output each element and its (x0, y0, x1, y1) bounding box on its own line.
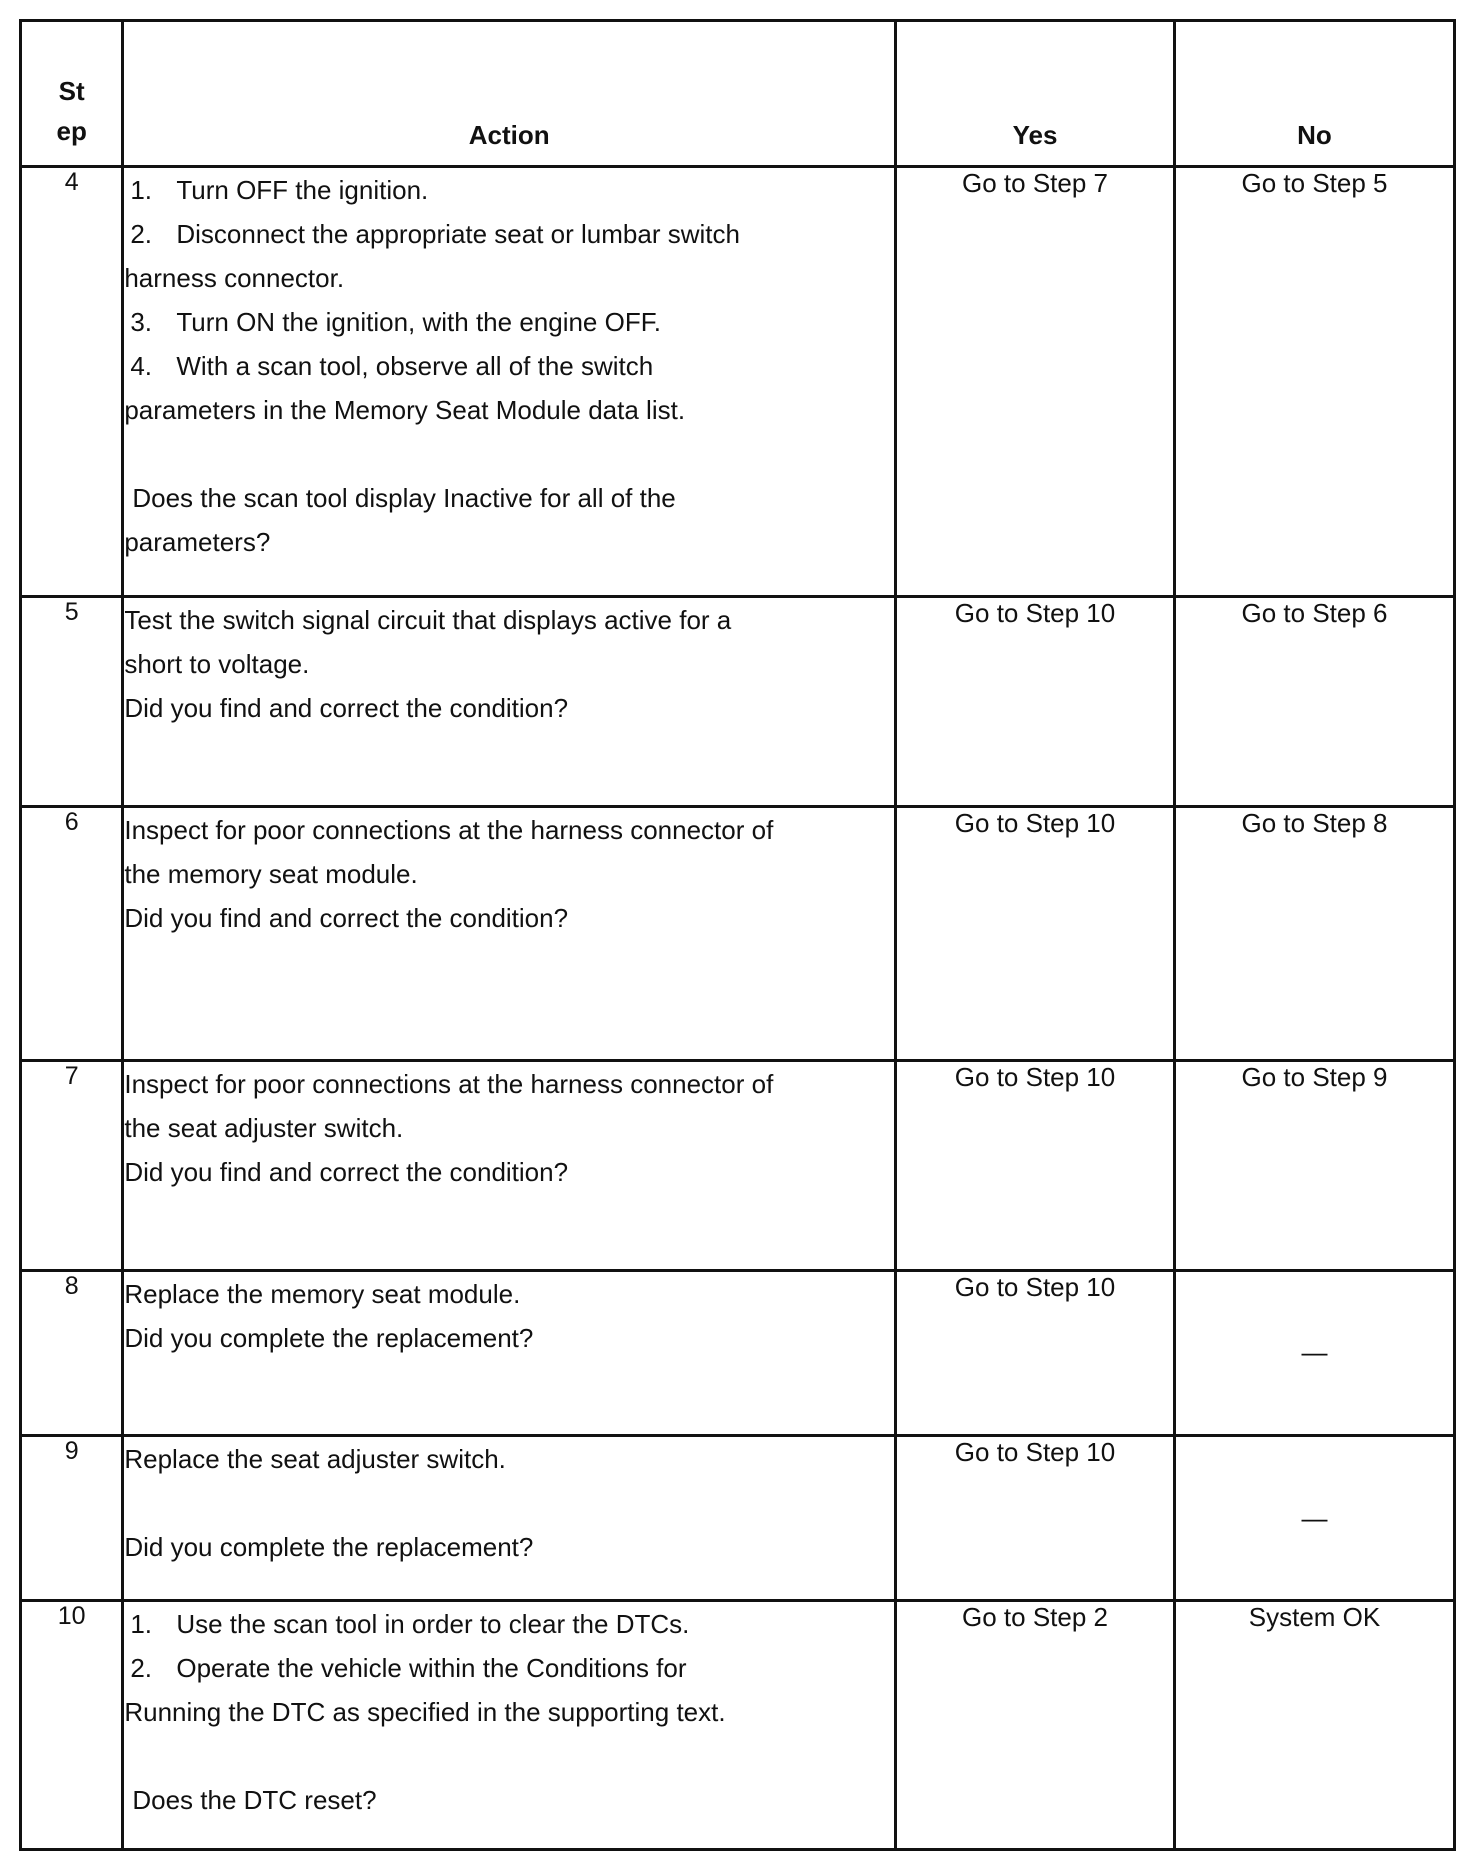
step-number: 10 (21, 1601, 123, 1850)
step-number: 6 (21, 806, 123, 1061)
table-row (21, 1061, 1455, 1270)
action-line: Replace the seat adjuster switch. (124, 1444, 506, 1475)
table-row (21, 1436, 1455, 1601)
header-no: No (1175, 21, 1455, 167)
header-step-line1: St (58, 76, 85, 107)
no-result: System OK (1175, 1601, 1455, 1850)
action-line: Inspect for poor connections at the harness connector of (124, 814, 774, 845)
header-step-line2: ep (56, 116, 87, 147)
table-row (21, 1601, 1455, 1850)
yes-result: Go to Step 2 (896, 1601, 1175, 1850)
yes-result: Go to Step 10 (896, 1061, 1175, 1270)
action-question: Does the scan tool display Inactive for all of the (132, 483, 676, 514)
table-row (21, 167, 1455, 597)
action-line: Replace the memory seat module. (124, 1278, 521, 1309)
action-line: 3. Turn ON the ignition, with the engine OFF. (130, 307, 661, 338)
action-line: Inspect for poor connections at the harness connector of (124, 1069, 774, 1100)
yes-result: Go to Step 10 (896, 597, 1175, 806)
action-cell (123, 1270, 896, 1435)
action-cell (123, 1061, 896, 1270)
yes-result: Go to Step 10 (896, 1270, 1175, 1435)
step-number: 4 (21, 167, 123, 597)
step-number: 5 (21, 597, 123, 806)
action-cell (123, 167, 896, 597)
no-result: — (1175, 1270, 1455, 1435)
action-line: short to voltage. (124, 649, 310, 680)
header-yes: Yes (896, 21, 1175, 167)
action-question: Did you find and correct the condition? (124, 1157, 569, 1188)
action-line: 2. Operate the vehicle within the Conditions for (130, 1653, 687, 1684)
no-result: Go to Step 8 (1175, 806, 1455, 1061)
action-line: Test the switch signal circuit that displays active for a (124, 605, 732, 636)
yes-result: Go to Step 7 (896, 167, 1175, 597)
action-line: parameters in the Memory Seat Module data list. (124, 395, 686, 426)
header-action: Action (123, 21, 896, 167)
action-line: the seat adjuster switch. (124, 1113, 404, 1144)
action-line: harness connector. (124, 263, 345, 294)
action-line: 1. Use the scan tool in order to clear the DTCs. (130, 1609, 690, 1640)
table-row (21, 1270, 1455, 1435)
no-result: Go to Step 9 (1175, 1061, 1455, 1270)
header-step (21, 21, 123, 167)
header-row (21, 21, 1455, 167)
action-cell (123, 597, 896, 806)
table-row (21, 806, 1455, 1061)
yes-result: Go to Step 10 (896, 1436, 1175, 1601)
diagnostic-table (19, 19, 1456, 1851)
action-question: Did you complete the replacement? (124, 1322, 534, 1353)
step-number: 9 (21, 1436, 123, 1601)
no-result: Go to Step 6 (1175, 597, 1455, 806)
action-line: 2. Disconnect the appropriate seat or lumbar switch (130, 219, 740, 250)
action-line: 4. With a scan tool, observe all of the switch (130, 351, 654, 382)
action-cell (123, 806, 896, 1061)
no-result: Go to Step 5 (1175, 167, 1455, 597)
step-number: 8 (21, 1270, 123, 1435)
action-cell (123, 1601, 896, 1850)
action-question: Did you find and correct the condition? (124, 693, 569, 724)
action-line: 1. Turn OFF the ignition. (130, 175, 429, 206)
yes-result: Go to Step 10 (896, 806, 1175, 1061)
no-result: — (1175, 1436, 1455, 1601)
table-row (21, 597, 1455, 806)
action-question: parameters? (124, 527, 271, 558)
action-question: Did you complete the replacement? (124, 1532, 534, 1563)
action-question: Did you find and correct the condition? (124, 902, 569, 933)
action-question: Does the DTC reset? (132, 1785, 377, 1816)
action-line: Running the DTC as specified in the supporting text. (124, 1697, 726, 1728)
step-number: 7 (21, 1061, 123, 1270)
action-cell (123, 1436, 896, 1601)
action-line: the memory seat module. (124, 858, 418, 889)
